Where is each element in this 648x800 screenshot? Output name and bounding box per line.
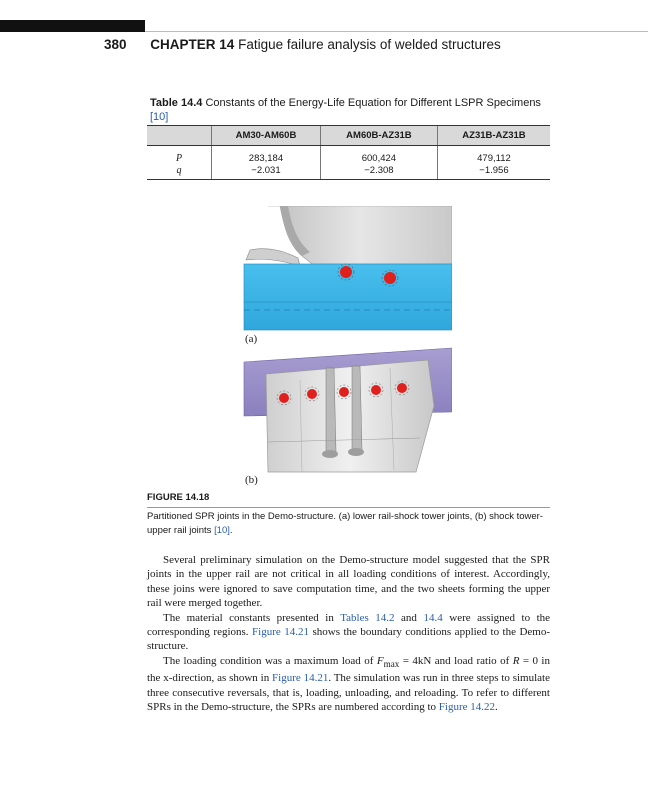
figure-title: FIGURE 14.18 xyxy=(147,492,210,503)
chapter-title: Fatigue failure analysis of welded structures xyxy=(238,37,501,52)
table-header-row xyxy=(147,126,550,146)
chapter-label: CHAPTER 14 xyxy=(150,37,235,52)
bolt-left xyxy=(322,450,338,458)
running-header xyxy=(104,37,501,52)
table-link[interactable]: 14.4 xyxy=(423,611,443,624)
figure-link[interactable]: Figure 14.21 xyxy=(272,672,329,685)
table-cell: 600,424 xyxy=(320,146,437,165)
table-label: Table 14.4 xyxy=(150,97,203,109)
page-number: 380 xyxy=(104,37,127,52)
panel-b-label: (b) xyxy=(245,474,258,486)
panel-a-label: (a) xyxy=(245,333,258,345)
bolt-right xyxy=(348,448,364,456)
table-cell: −1.956 xyxy=(437,164,550,180)
row-label: q xyxy=(147,164,212,180)
shock-tower-flange xyxy=(246,249,300,266)
figure-caption: Partitioned SPR joints in the Demo-structure. (a) lower rail-shock tower joints, (b) shock tower-upper rail joints [10]. xyxy=(147,511,543,536)
figure-ref-link[interactable]: [10] xyxy=(214,525,230,536)
table-ref-link[interactable]: [10] xyxy=(150,111,169,123)
header-bar xyxy=(0,20,145,32)
figure-panel-a xyxy=(240,206,452,334)
table-cell: −2.031 xyxy=(212,164,321,180)
paragraph: The material constants presented in Tables 14.2 and 14.4 were assigned to the corresponding regions. Figure 14.21 shows the boundary conditions applied to the Demo-structure. xyxy=(147,611,551,653)
table-row xyxy=(147,146,550,165)
figure-link[interactable]: Figure 14.21 xyxy=(252,626,309,639)
table-header-cell xyxy=(147,126,212,146)
strut-right xyxy=(352,366,362,454)
figure-caption-rule xyxy=(147,507,550,508)
paragraph: The loading condition was a maximum load of $F_{max} = 4kN$ and load ratio of R = 0 in the x-direction, as shown in Figure 14.21. The simulation was run in three steps to simulate three consecutive reversals, that is, loading, unloading, and reloading. To refer to different SPRs in the Demo-structure, the SPRs are numbered according to Figure 14.22. xyxy=(147,654,550,714)
table-cell: −2.308 xyxy=(320,164,437,180)
figure-caption-text: Partitioned SPR joints in the Demo-structure. (a) lower rail-shock tower joints, (b) shock tower-upper rail joints xyxy=(147,511,543,536)
header-rule xyxy=(145,31,648,32)
table-caption-text: Constants of the Energy-Life Equation for Different LSPR Specimens xyxy=(205,97,541,109)
table-cell: 283,184 xyxy=(212,146,321,165)
strut-left xyxy=(326,368,336,456)
constants-table xyxy=(147,125,550,180)
table-header-cell: AM30-AM60B xyxy=(212,126,321,146)
paragraph: Several preliminary simulation on the Demo-structure model suggested that the SPR joints in the upper rail are not critical in all loading conditions of interest. Accordingly, these joins were ignored to save computation time, and the two sheets forming the upper rail were merged together. xyxy=(147,554,550,610)
body-text xyxy=(147,553,550,715)
table-link[interactable]: Tables 14.2 xyxy=(340,611,395,624)
row-label: P xyxy=(175,152,183,164)
shock-tower-top xyxy=(266,360,434,472)
figure-link[interactable]: Figure 14.22 xyxy=(438,701,495,714)
figure-panel-b xyxy=(240,346,452,474)
table-caption xyxy=(150,96,550,124)
table-cell: 479,112 xyxy=(437,146,550,165)
table-header-cell: AM60B-AZ31B xyxy=(320,126,437,146)
table-header-cell: AZ31B-AZ31B xyxy=(437,126,550,146)
table-row xyxy=(147,164,550,180)
